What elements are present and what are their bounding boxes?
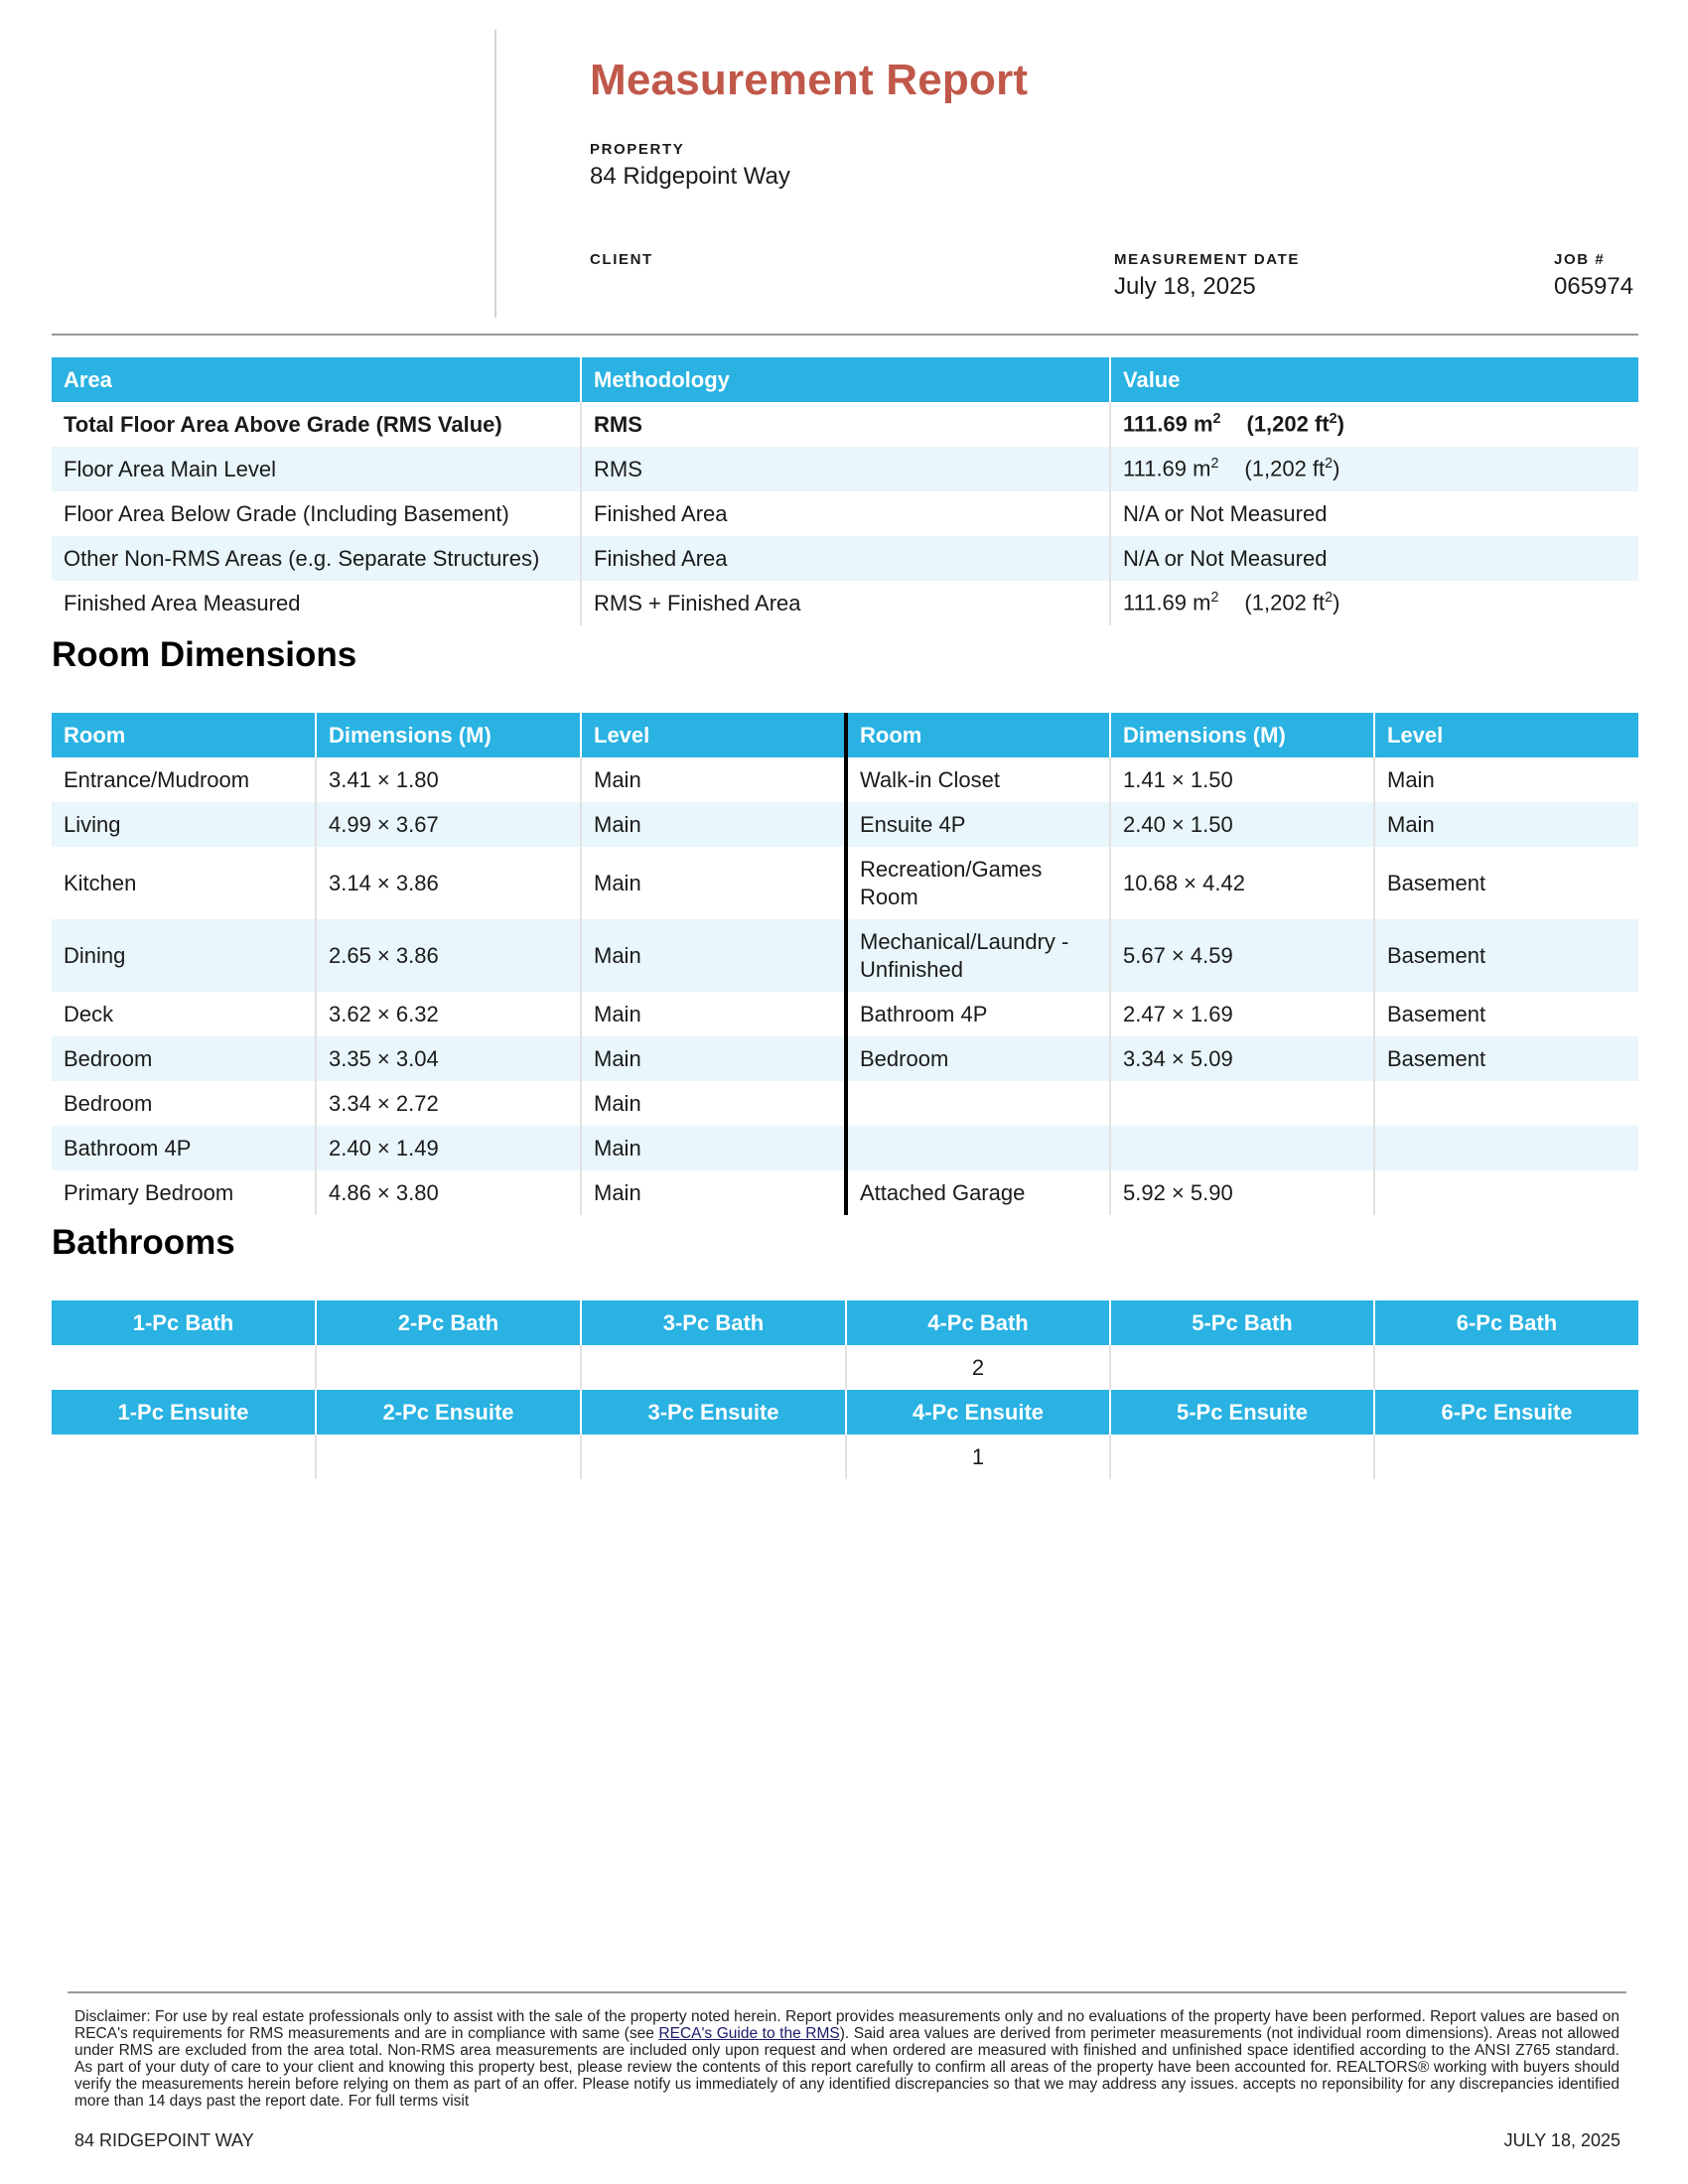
methodology-cell: RMS [581, 402, 1110, 447]
room-dimensions-cell: 1.41 × 1.50 [1110, 757, 1374, 802]
bath-type-header: 2-Pc Bath [316, 1300, 581, 1345]
room-level-cell: Main [581, 847, 846, 919]
bath-header-row [52, 1300, 1638, 1345]
level-header: Level [581, 713, 846, 757]
area-row [52, 581, 1638, 625]
room-name-cell: Bedroom [52, 1036, 316, 1081]
room-header: Room [52, 713, 316, 757]
room-name-cell [846, 1081, 1110, 1126]
room-dimensions-cell: 3.34 × 2.72 [316, 1081, 581, 1126]
room-dimensions-heading: Room Dimensions [52, 635, 357, 674]
bath-count-cell [581, 1345, 846, 1390]
value-ft2: (1,202 $ft^2$) [1244, 456, 1340, 481]
room-level-cell: Main [581, 757, 846, 802]
ensuite-count-cell [1374, 1434, 1638, 1479]
room-level-cell: Basement [1374, 919, 1638, 992]
client-label: CLIENT [590, 251, 653, 268]
area-cell: Floor Area Main Level [52, 447, 581, 491]
room-name-cell: Mechanical/Laundry - Unfinished [846, 919, 1110, 992]
area-header: Area [52, 357, 581, 402]
level-header: Level [1374, 713, 1638, 757]
room-row [52, 1081, 1638, 1126]
room-level-cell: Basement [1387, 870, 1486, 895]
bath-count-cell [1374, 1345, 1638, 1390]
bath-count-cell: 2 [846, 1345, 1110, 1390]
room-name-cell: Dining [52, 919, 316, 992]
value-ft2: (1,202 $ft^2$) [1244, 590, 1340, 615]
methodology-cell: RMS [581, 447, 1110, 491]
bath-type-header: 6-Pc Bath [1374, 1300, 1638, 1345]
room-row [52, 1126, 1638, 1170]
bathrooms-table-body [52, 1300, 1638, 1479]
value-cell: 111.69 $m^2$ (1,202 $ft^2$) [1110, 447, 1638, 491]
room-level-cell: Main [581, 1081, 846, 1126]
room-name-cell: Bedroom [846, 1036, 1110, 1081]
header-rule [52, 334, 1638, 336]
value-header: Value [1110, 357, 1638, 402]
room-table-header [52, 713, 1638, 757]
methodology-cell: Finished Area [581, 491, 1110, 536]
value-cell: 111.69 $m^2$ (1,202 $ft^2$) [1123, 590, 1340, 615]
room-table-body [52, 757, 1638, 1215]
room-dimensions-cell: 5.92 × 5.90 [1110, 1170, 1374, 1215]
value-cell: 111.69 $m^2$ (1,202 $ft^2$) [1123, 411, 1344, 437]
room-level-cell: Main [1374, 802, 1638, 847]
area-cell: Total Floor Area Above Grade (RMS Value) [52, 402, 581, 447]
room-dimensions-cell: 2.40 × 1.49 [316, 1126, 581, 1170]
room-dimensions-cell: 4.99 × 3.67 [316, 802, 581, 847]
room-dimensions-cell [1110, 1126, 1374, 1170]
room-dimensions-cell: 3.62 × 6.32 [316, 992, 581, 1036]
room-dimensions-cell: 3.35 × 3.04 [316, 1036, 581, 1081]
room-name-cell: Recreation/Games Room [846, 847, 1110, 919]
room-level-cell [1374, 1126, 1638, 1170]
ensuite-type-header: 1-Pc Ensuite [52, 1390, 316, 1434]
room-level-cell: Basement [1374, 1036, 1638, 1081]
bath-count-cell [316, 1345, 581, 1390]
ensuite-type-header: 4-Pc Ensuite [846, 1390, 1110, 1434]
room-level-cell: Main [1387, 766, 1435, 792]
room-row [52, 847, 1638, 919]
reca-guide-link[interactable]: RECA's Guide to the RMS [658, 2025, 840, 2042]
value-ft2: (1,202 $ft^2$) [1246, 411, 1344, 437]
ensuite-type-header: 6-Pc Ensuite [1374, 1390, 1638, 1434]
room-row [52, 919, 1638, 992]
room-name-cell: Ensuite 4P [846, 802, 1110, 847]
methodology-header: Methodology [581, 357, 1110, 402]
bath-type-header: 5-Pc Bath [1110, 1300, 1374, 1345]
area-cell: Floor Area Below Grade (Including Basement) [52, 491, 581, 536]
room-dimensions-cell: 4.86 × 3.80 [316, 1170, 581, 1215]
room-dimensions-cell: 2.65 × 3.86 [316, 919, 581, 992]
room-name-cell: Walk-in Closet [846, 757, 1110, 802]
room-name-cell: Bedroom [52, 1081, 316, 1126]
area-cell: Other Non-RMS Areas (e.g. Separate Structures) [52, 536, 581, 581]
area-row [52, 491, 1638, 536]
room-row [52, 1170, 1638, 1215]
room-level-cell: Basement [1387, 1001, 1486, 1026]
ensuite-type-header: 3-Pc Ensuite [581, 1390, 846, 1434]
room-level-cell: Main [581, 992, 846, 1036]
room-level-cell [1374, 1081, 1638, 1126]
room-name-cell: Deck [52, 992, 316, 1036]
room-name-cell: Attached Garage [846, 1170, 1110, 1215]
ensuite-type-header: 5-Pc Ensuite [1110, 1390, 1374, 1434]
bath-type-header: 1-Pc Bath [52, 1300, 316, 1345]
footer-date: JULY 18, 2025 [1503, 2130, 1620, 2150]
room-level-cell: Main [581, 802, 846, 847]
measurement-date-label: MEASUREMENT DATE [1114, 251, 1300, 268]
bath-count-cell [52, 1345, 316, 1390]
area-table [52, 357, 1638, 625]
room-name-cell: Bathroom 4P [846, 992, 1110, 1036]
bath-count-row [52, 1345, 1638, 1390]
value-cell: N/A or Not Measured [1110, 536, 1638, 581]
bathrooms-table [52, 1300, 1638, 1479]
dimensions-header: Dimensions (M) [1110, 713, 1374, 757]
footer-address: 84 RIDGEPOINT WAY [74, 2130, 254, 2150]
room-name-cell: Bathroom 4P [52, 1126, 316, 1170]
room-dimensions-cell: 5.67 × 4.59 [1110, 919, 1374, 992]
property-label: PROPERTY [590, 141, 685, 158]
footer-rule [68, 1991, 1626, 1993]
room-dimensions-cell: 3.41 × 1.80 [316, 757, 581, 802]
room-header: Room [846, 713, 1110, 757]
bathrooms-heading: Bathrooms [52, 1223, 235, 1262]
area-row [52, 447, 1638, 491]
room-level-cell: Main [581, 919, 846, 992]
job-number-label: JOB # [1554, 251, 1606, 268]
disclaimer: Disclaimer: For use by real estate professionals only to assist with the sale of the property noted herein. Report provides measurements only and no evaluations of the property have been performed. Report values are based on RECA's requirements for RMS measurements and are in compliance with same (see RECA's Guide to the RMS). Said area values are derived from perimeter measurements (not individual room dimensions). Areas not allowed under RMS are excluded from the area total. Non-RMS area measurements are included only upon request and when ordered are measured with finished and unfinished space identified according to the ANSI Z765 standard. As part of your duty of care to your client and knowing this property best, please review the contents of this report carefully to confirm all areas of the property have been accounted for. REALTORS® working with buyers should verify the measurements herein before relying on them as part of an offer. Please notify us immediately of any identified discrepancies so that we may address any issues. accepts no reponsibility for any discrepancies identified more than 14 days past the report date. For full terms visit [74, 2008, 1619, 2110]
ensuite-count-row [52, 1434, 1638, 1479]
room-name-cell: Living [52, 802, 316, 847]
methodology-cell: Finished Area [581, 536, 1110, 581]
job-number-value: 065974 [1554, 273, 1634, 300]
ensuite-type-header: 2-Pc Ensuite [316, 1390, 581, 1434]
area-cell: Finished Area Measured [52, 581, 581, 625]
room-dimensions-cell: 2.47 × 1.69 [1110, 992, 1374, 1036]
room-dimensions-cell: 3.34 × 5.09 [1110, 1036, 1374, 1081]
ensuite-count-cell [581, 1434, 846, 1479]
room-dimensions-cell [1110, 1081, 1374, 1126]
room-level-cell: Main [581, 1036, 846, 1081]
area-row [52, 402, 1638, 447]
ensuite-count-cell [1110, 1434, 1374, 1479]
room-name-cell: Primary Bedroom [52, 1170, 316, 1215]
bath-count-cell [1110, 1345, 1374, 1390]
methodology-cell: RMS + Finished Area [581, 581, 1110, 625]
room-dimensions-table [52, 713, 1638, 1215]
room-row [52, 757, 1638, 802]
area-row [52, 536, 1638, 581]
ensuite-count-cell: 1 [846, 1434, 1110, 1479]
value-m2: 111.69 m [1123, 590, 1211, 615]
bath-type-header: 3-Pc Bath [581, 1300, 846, 1345]
room-level-cell: Main [581, 1170, 846, 1215]
room-name-cell: Kitchen [52, 847, 316, 919]
room-level-cell [1374, 1170, 1638, 1215]
room-name-cell: Entrance/Mudroom [52, 757, 316, 802]
room-dimensions-cell: 2.40 × 1.50 [1110, 802, 1374, 847]
dimensions-header: Dimensions (M) [316, 713, 581, 757]
ensuite-count-cell [316, 1434, 581, 1479]
property-value: 84 Ridgepoint Way [590, 163, 790, 190]
value-m2: 111.69 m [1123, 411, 1213, 437]
room-dimensions-cell: 3.14 × 3.86 [316, 847, 581, 919]
report-title: Measurement Report [590, 56, 1029, 104]
value-m2: 111.69 m [1123, 456, 1211, 481]
room-row [52, 992, 1638, 1036]
room-name-cell [846, 1126, 1110, 1170]
value-cell: N/A or Not Measured [1123, 500, 1328, 526]
area-table-header [52, 357, 1638, 402]
room-row [52, 802, 1638, 847]
measurement-date-value: July 18, 2025 [1114, 273, 1256, 300]
ensuite-header-row [52, 1390, 1638, 1434]
ensuite-count-cell [52, 1434, 316, 1479]
room-dimensions-cell: 10.68 × 4.42 [1110, 847, 1374, 919]
bath-type-header: 4-Pc Bath [846, 1300, 1110, 1345]
room-level-cell: Main [581, 1126, 846, 1170]
header-divider [494, 30, 496, 318]
room-row [52, 1036, 1638, 1081]
